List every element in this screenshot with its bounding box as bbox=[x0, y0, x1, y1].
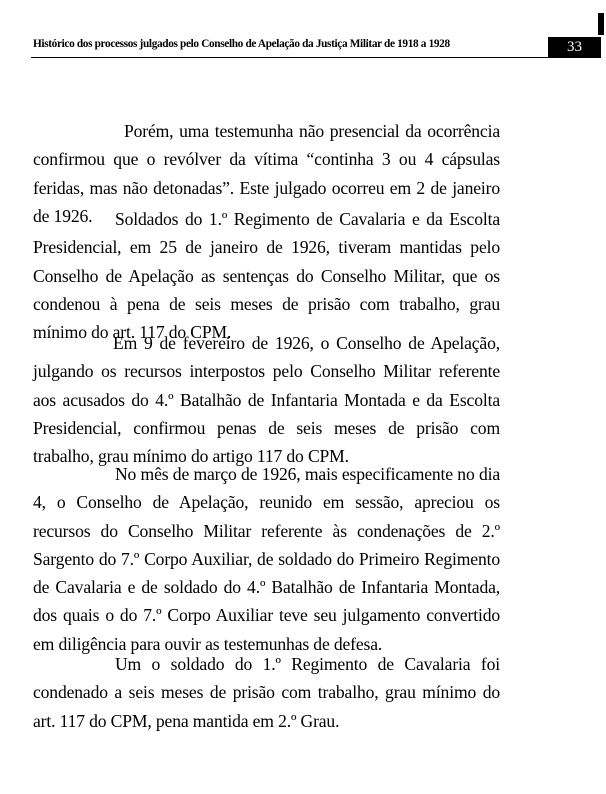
paragraph-3: Em 9 de fevereiro de 1926, o Conselho de Apelação, julgando os recursos interpostos pelo Conselho Militar referente aos acusados do 4.º Batalhão de Infantaria Montada e da Escolta Presidencial, confirmou penas de seis meses de prisão com trabalho, grau mínimo do artigo 117 do CPM. bbox=[33, 333, 500, 467]
page-number-box bbox=[548, 37, 601, 57]
page-number: 33 bbox=[567, 38, 582, 55]
paragraph-5: Um o soldado do 1.º Regimento de Cavalaria foi condenado a seis meses de prisão com trabalho, grau mínimo do art. 117 do CPM, pena mantida em 2.º Grau. bbox=[33, 654, 500, 731]
header-rule bbox=[31, 57, 601, 58]
running-header: Histórico dos processos julgados pelo Conselho de Apelação da Justiça Militar de 1918 a 1928 bbox=[33, 38, 450, 50]
corner-mark bbox=[598, 13, 604, 35]
paragraph-1: Porém, uma testemunha não presencial da ocorrência confirmou que o revólver da vítima “continha 3 ou 4 cápsulas feridas, mas não detonadas”. Este julgado ocorreu em 2 de janeiro de 1926. bbox=[33, 121, 500, 226]
paragraph-2: Soldados do 1.º Regimento de Cavalaria e da Escolta Presidencial, em 25 de janeiro de 1926, tiveram mantidas pelo Conselho de Apelação as sentenças do Conselho Militar, que os condenou à pena de seis meses de prisão com trabalho, grau mínimo do art. 117 do CPM. bbox=[33, 209, 500, 343]
paragraph-4: No mês de março de 1926, mais especificamente no dia 4, o Conselho de Apelação, reunido em sessão, apreciou os recursos do Conselho Militar referente às condenações de 2.º Sargento do 7.º Corpo Auxiliar, de soldado do Primeiro Regimento de Cavalaria e de soldado do 4.º Batalhão de Infantaria Montada, dos quais o do 7.º Corpo Auxiliar teve seu julgamento convertido em diligência para ouvir as testemunhas de defesa. bbox=[33, 464, 500, 654]
